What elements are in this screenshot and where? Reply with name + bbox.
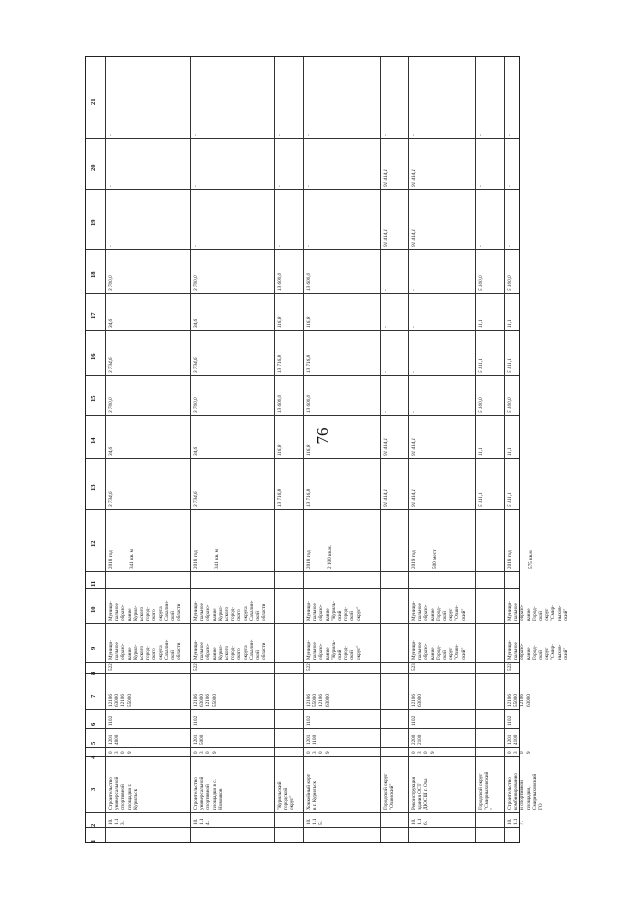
cell-c16: - [411, 371, 417, 373]
cell-c14: 91 414,1 [383, 437, 389, 456]
cell-c3: "Курильский городской округ" [277, 781, 296, 810]
cell-c10: Муници- пальное образо- вание Город- ской округ "Смир- ныхов- ский" [507, 601, 569, 621]
cell-c21: - [383, 134, 389, 136]
cell-c14: 11,1 [507, 447, 513, 456]
cell-c6: 1102 [507, 715, 513, 726]
cell-c2: 10. 1.1 6. [411, 818, 430, 825]
row-divider [504, 57, 505, 842]
cell-c10: Муници- пальное образо- вание "Куриль- ский город- ской округ" [306, 601, 362, 621]
cell-c8: 523 [411, 663, 417, 671]
cell-c19: - [277, 245, 283, 247]
cell-c4: 0 3 0 9 [507, 751, 532, 754]
cell-c9: Муници- пальное образо- вание Курил- ьского город- ского округа Сахалин- ской области [108, 639, 183, 660]
cell-c6: 1102 [108, 715, 114, 726]
cell-c4: 0 3 0 9 [306, 751, 331, 754]
cell-c2: 10. 1.1 4. [193, 818, 212, 825]
cell-c2: 10. 1.1 3. [108, 818, 127, 825]
cell-capacity: 575 кв.м [528, 550, 534, 569]
row-divider [190, 57, 191, 842]
cell-c16: - [383, 371, 389, 373]
cell-year: 2018 год [507, 550, 513, 569]
header-number-10: 10 [90, 605, 97, 613]
cell-c7: 12106 55000 12106 63000 [306, 694, 331, 707]
cell-c3: Строительство универсальной спортивной площадки в с. Новоиков [193, 776, 224, 810]
cell-c5: 2200 2100 [411, 734, 424, 745]
header-number-11: 11 [90, 580, 97, 587]
cell-c7: 12106 55000 12106 63000 [507, 694, 532, 707]
header-number-2: 2 [90, 823, 97, 827]
header-number-18: 18 [90, 271, 97, 278]
cell-year: 2018 год [193, 550, 199, 569]
header-number-13: 13 [90, 483, 97, 491]
cell-c15: 3 700,0 [193, 397, 199, 413]
cell-year: 2018 год [108, 550, 114, 569]
cell-c3: Строительство универсальной спортивной площадки г. Курилъск [108, 776, 139, 810]
cell-c6: 1102 [306, 715, 312, 726]
cell-c13: 13 716,8 [306, 488, 312, 507]
cell-c3: Строительство комбинированно й спортивной площадки, Смирныховский ГО [507, 772, 545, 810]
cell-c4: 0 3 0 9 [108, 751, 133, 754]
cell-c14: 34,6 [108, 446, 114, 456]
cell-c17: 116,8 [277, 316, 283, 328]
cell-c10: Муници- пальное образо- вание Курил- ьского город- ского округа Сахалин- ской области [108, 600, 183, 621]
cell-c15: 5 100,0 [478, 397, 484, 413]
cell-c21: - [478, 134, 484, 136]
header-number-20: 20 [90, 163, 97, 171]
header-number-9: 9 [90, 646, 97, 650]
cell-c19: - [478, 245, 484, 247]
cell-c5: 1201 4100 [507, 734, 520, 745]
cell-c5: 1201 1100 [306, 734, 319, 745]
cell-c14: 34,6 [193, 446, 199, 456]
cell-c18: 3 700,0 [108, 275, 114, 291]
cell-c8: 522 [108, 663, 114, 671]
cell-c15: - [383, 411, 389, 413]
cell-c15: 5 100,0 [507, 397, 513, 413]
cell-c15: 13 600,0 [306, 394, 312, 413]
cell-c20: - [193, 185, 199, 187]
cell-c19: - [507, 245, 513, 247]
cell-c7: 12106 63000 [411, 694, 424, 707]
row-divider [274, 57, 275, 842]
cell-c17: 11,1 [478, 319, 484, 328]
cell-c10: Муници- пальное образо- вание Город- ской округ "Охин- ский" [411, 601, 467, 621]
row-divider [105, 57, 106, 842]
header-number-3: 3 [90, 787, 97, 791]
cell-c17: 34,6 [108, 318, 114, 328]
header-number-17: 17 [90, 311, 97, 319]
cell-c17: - [383, 326, 389, 328]
cell-c20: 91 414,1 [383, 168, 389, 187]
cell-c16: 3 734,6 [193, 357, 199, 373]
header-number-8: 8 [90, 671, 97, 675]
cell-c13: 3 734,6 [108, 491, 114, 507]
cell-c14: 116,8 [277, 444, 283, 456]
header-number-5: 5 [90, 741, 97, 745]
cell-c17: 116,8 [306, 316, 312, 328]
cell-c15: - [411, 411, 417, 413]
cell-c13: 5 111,1 [478, 492, 484, 507]
cell-c13: 13 716,8 [277, 488, 283, 507]
cell-c14: 91 414,1 [411, 437, 417, 456]
page-number: 76 [313, 427, 332, 445]
cell-c19: - [108, 245, 114, 247]
cell-c9: Муници- пальное образо- вание "Куриль- ский город- ской округ" [306, 640, 362, 660]
cell-c9: Муници- пальное образо- вание Город- ской округ "Охин- ский" [411, 640, 467, 660]
cell-year: 2019 год [411, 550, 417, 569]
cell-c21: - [507, 134, 513, 136]
cell-c18: - [411, 289, 417, 291]
cell-c21: - [193, 134, 199, 136]
cell-c19: - [193, 245, 199, 247]
header-number-19: 19 [90, 219, 97, 226]
cell-c9: Муници- пальное образо- вание Курил- ьского город- ского округа Сахалин- ской области [193, 639, 268, 660]
cell-c18: 13 600,0 [277, 272, 283, 291]
cell-c20: - [277, 185, 283, 187]
cell-c18: - [383, 289, 389, 291]
cell-c5: 1201 5000 [193, 734, 206, 745]
cell-c8: 522 [507, 663, 513, 671]
cell-c3: Городской округ "Смирныховский " [478, 771, 497, 810]
cell-year: 2018 год [306, 550, 312, 569]
cell-c15: 13 600,0 [277, 394, 283, 413]
header-number-21: 21 [90, 97, 97, 105]
cell-c16: 13 716,8 [306, 354, 312, 373]
cell-c17: 11,1 [507, 319, 513, 328]
row-divider [408, 57, 409, 842]
cell-c13: 91 414,1 [383, 488, 389, 507]
cell-c20: - [478, 185, 484, 187]
cell-c13: 5 111,1 [507, 492, 513, 507]
cell-c17: 34,6 [193, 318, 199, 328]
cell-c7: 12106 63000 12106 55000 [193, 694, 218, 707]
row-divider [380, 57, 381, 842]
cell-c15: 3 700,0 [108, 397, 114, 413]
cell-c18: 5 100,0 [478, 275, 484, 291]
cell-c19: 91 414,1 [383, 228, 389, 247]
cell-c14: 116,8 [306, 444, 312, 456]
header-number-12: 12 [90, 540, 97, 547]
cell-c3: Реконструкция здания ОСТ ДЮСШ г. Оха [411, 777, 430, 810]
row-divider [475, 57, 476, 842]
cell-c20: - [507, 185, 513, 187]
cell-c18: 5 100,0 [507, 275, 513, 291]
cell-c20: - [108, 185, 114, 187]
cell-c16: 5 111,1 [478, 358, 484, 373]
cell-c21: - [108, 134, 114, 136]
cell-c3: Городской округ "Охинский" [383, 773, 396, 810]
cell-c6: 1102 [411, 715, 417, 726]
cell-capacity: 2 100 кв.м. [327, 545, 333, 569]
cell-c10: Муници- пальное образо- вание Курил- ьского город- ского округа Сахалин- ской области [193, 600, 268, 621]
cell-c20: 91 414,1 [411, 168, 417, 187]
cell-capacity: 341 кв. м [214, 549, 220, 569]
cell-c19: - [306, 245, 312, 247]
cell-c21: - [277, 134, 283, 136]
cell-c16: 13 716,8 [277, 354, 283, 373]
cell-c17: - [411, 326, 417, 328]
cell-capacity: 500 мест [432, 549, 438, 569]
cell-c6: 1102 [193, 715, 199, 726]
cell-c3: Хоккейный корт в г. Курилъск [306, 774, 319, 810]
header-number-14: 14 [90, 436, 97, 444]
cell-c19: 91 414,1 [411, 228, 417, 247]
header-number-7: 7 [90, 694, 97, 698]
cell-capacity: 341 кв. м [129, 549, 135, 569]
header-number-6: 6 [90, 722, 97, 726]
cell-c14: 11,1 [478, 447, 484, 456]
header-number-1: 1 [90, 839, 97, 843]
cell-c13: 91 414,1 [411, 488, 417, 507]
header-number-16: 16 [90, 352, 97, 360]
cell-c16: 5 111,1 [507, 358, 513, 373]
cell-c16: 3 734,6 [108, 357, 114, 373]
cell-c20: - [306, 185, 312, 187]
cell-c8: 522 [193, 663, 199, 671]
cell-c2: 10. 1.1 7. [507, 818, 526, 825]
cell-c8: 522 [306, 663, 312, 671]
cell-c5: 1201 4800 [108, 734, 121, 745]
cell-c9: Муници- пальное образо- вание Город- ской округ "Смир- ныхов- ский" [507, 640, 569, 660]
cell-c7: 12106 63000 12106 55000 [108, 694, 133, 707]
cell-c18: 3 700,0 [193, 275, 199, 291]
cell-c21: - [306, 134, 312, 136]
row-divider [303, 57, 304, 842]
header-number-15: 15 [90, 395, 97, 402]
cell-c18: 13 600,0 [306, 272, 312, 291]
cell-c4: 0 3 0 9 [193, 751, 218, 754]
header-number-4: 4 [90, 755, 97, 759]
cell-c21: - [411, 134, 417, 136]
data-table [85, 56, 569, 843]
cell-c4: 0 3 0 9 [411, 751, 436, 754]
cell-c13: 3 734,6 [193, 491, 199, 507]
cell-c2: 10. 1.1 5. [306, 818, 325, 825]
